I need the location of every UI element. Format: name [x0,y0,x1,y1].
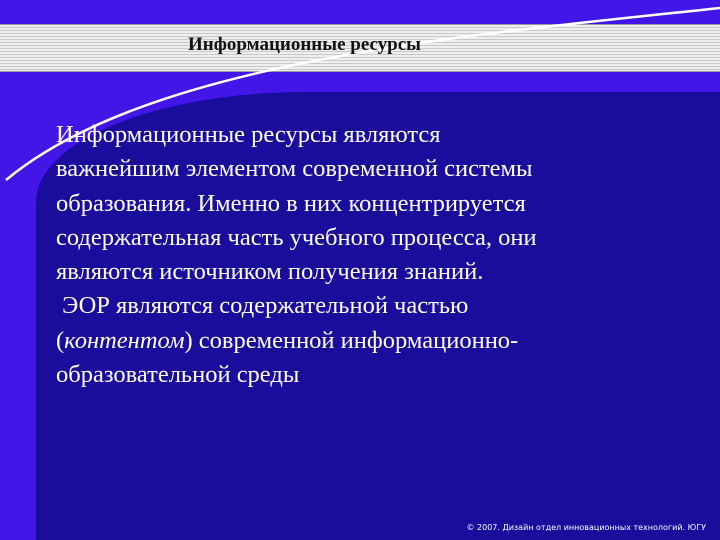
italic-term: контентом [64,326,185,354]
body-line: важнейшим элементом современной системы [56,155,533,183]
body-line: являются источником получения знаний. [56,258,484,286]
line-rest: ) современной информационно- [184,326,519,354]
body-line: ЭОР являются содержательной частью [56,292,469,320]
paren-open: ( [56,326,65,354]
body-line [56,324,656,358]
body-line: Информационные ресурсы являются [56,121,441,148]
footer-copyright: © 2007. Дизайн отдел инновационных технологий. ЮГУ [466,523,706,532]
body-line: содержательная часть учебного процесса, они [56,223,537,251]
body-line: образования. Именно в них концентрируется [56,189,526,217]
body-line: образовательной среды [56,361,300,389]
body-text [56,118,656,392]
slide-title: Информационные ресурсы [188,34,422,55]
